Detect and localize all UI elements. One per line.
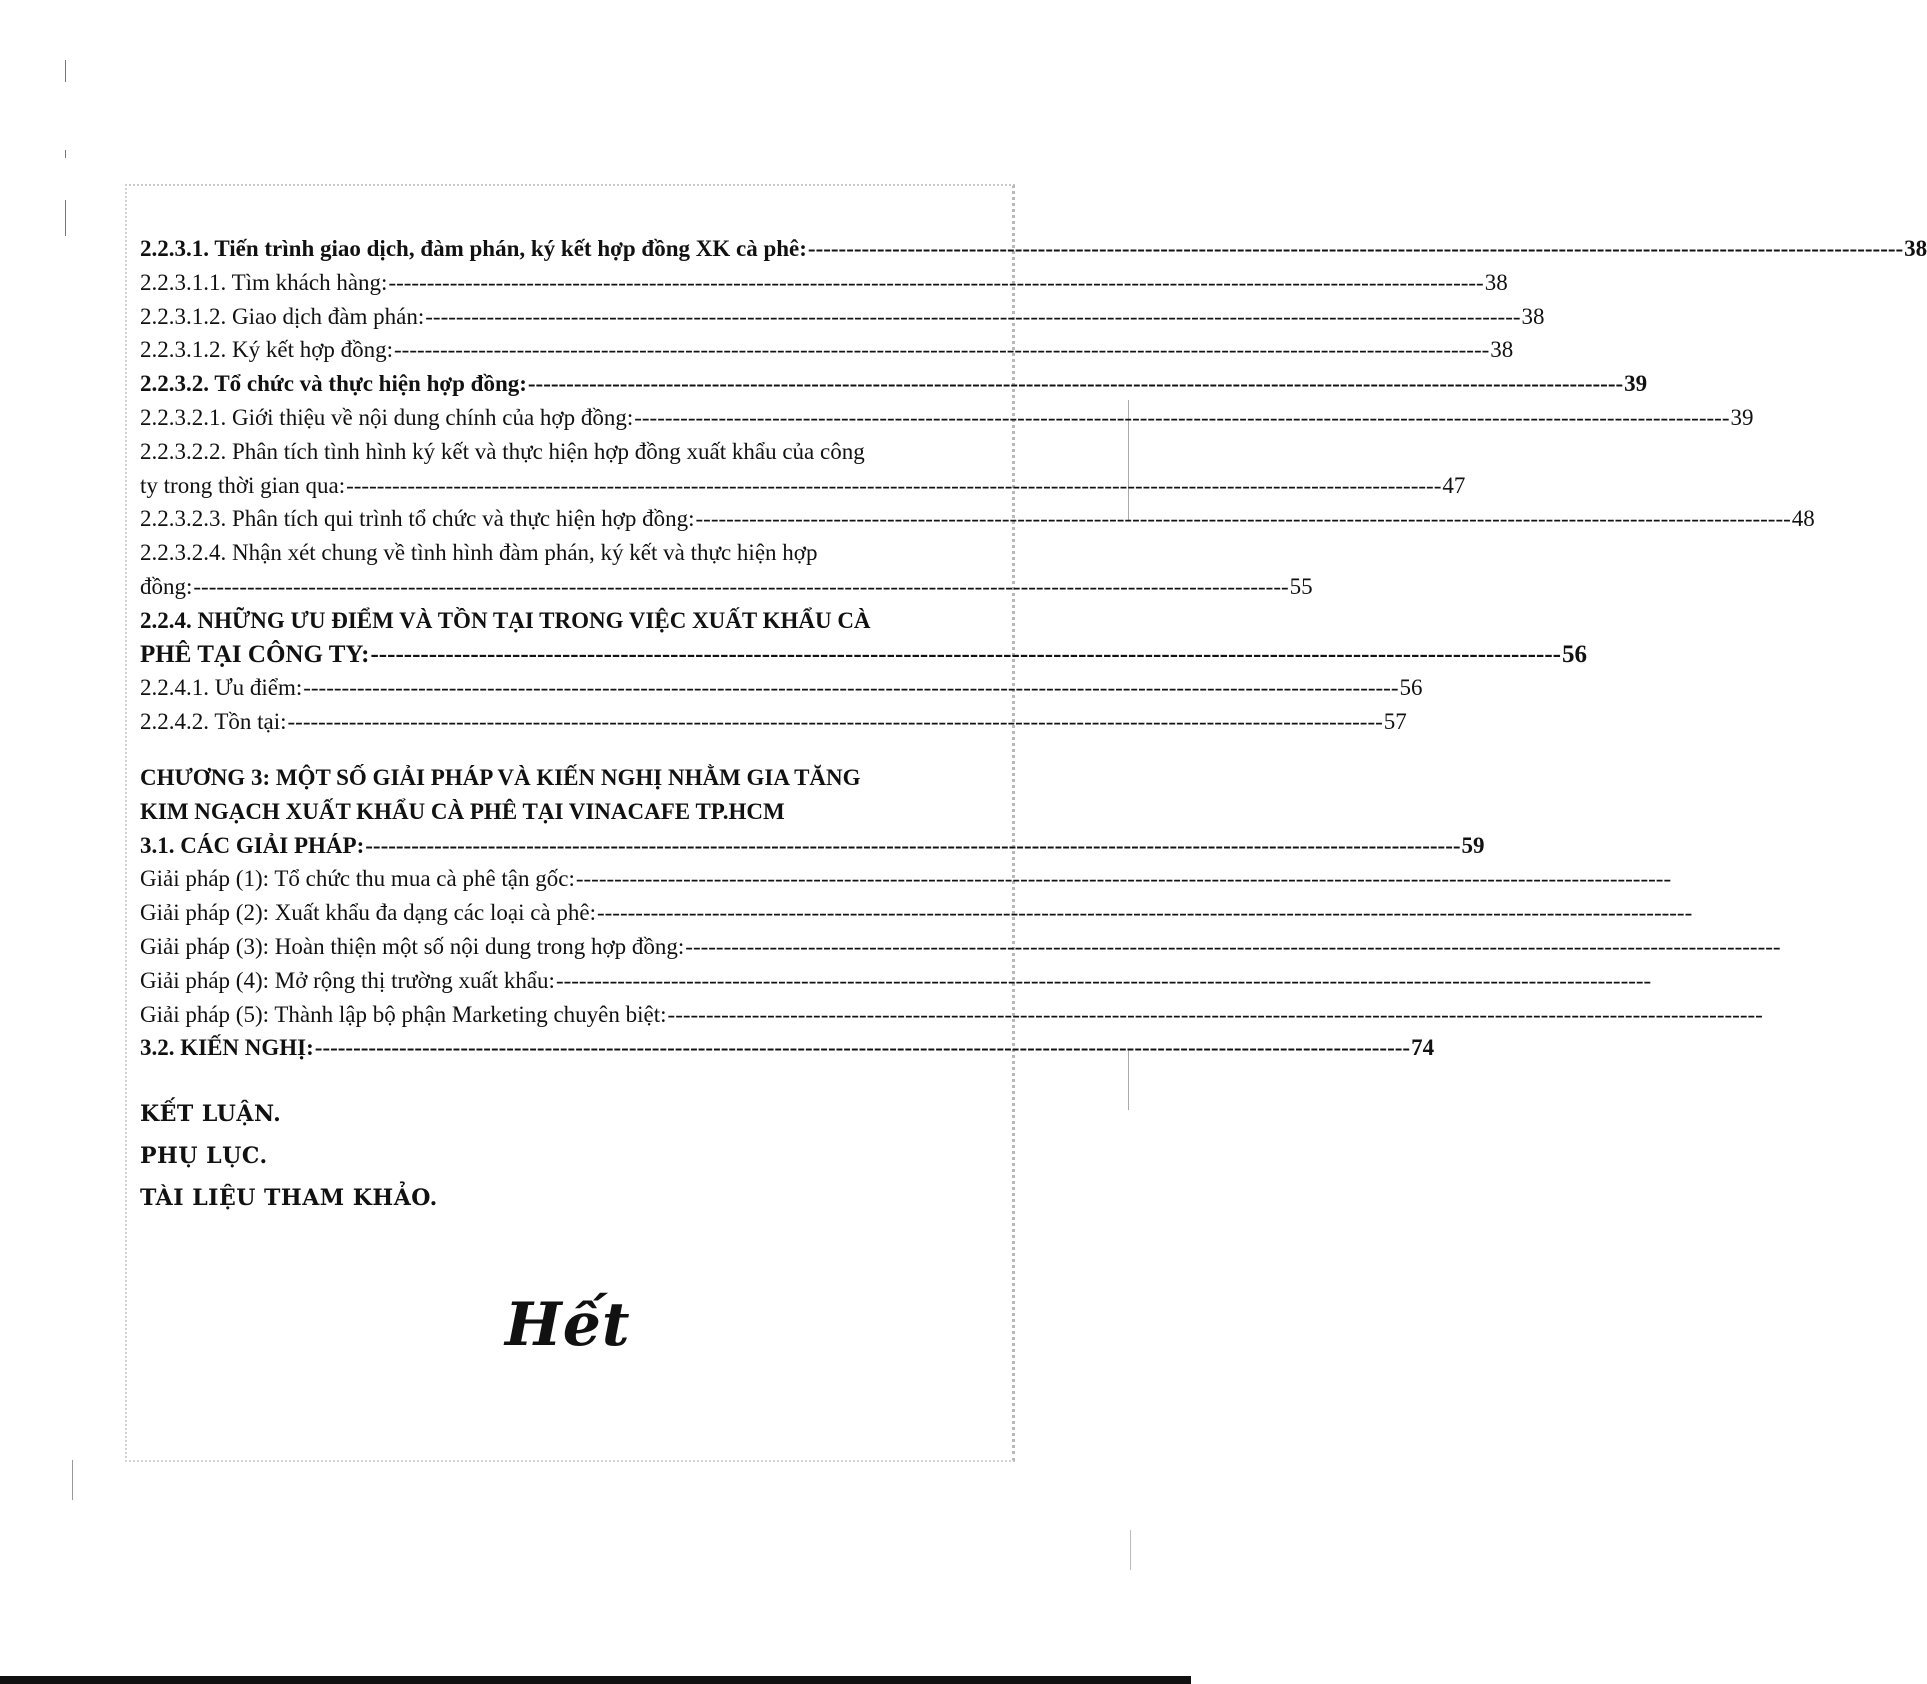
toc-entry: [140, 896, 1693, 930]
toc-entry-text-line1: 2.2.3.2.4. Nhận xét chung về tình hình đàm phán, ký kết và thực hiện hợp: [140, 540, 818, 566]
toc-leader: -----------------------------------------------------------------------------------------------------------------------------------------------: [695, 506, 1791, 532]
toc-leader: -----------------------------------------------------------------------------------------------------------------------------------------------: [287, 709, 1383, 735]
toc-leader: -----------------------------------------------------------------------------------------------------------------------------------------------: [596, 900, 1693, 926]
scan-artifact: [65, 200, 66, 236]
toc-entry: [140, 502, 1815, 536]
toc-entry: [140, 671, 1423, 705]
toc-page-number: 59: [1461, 832, 1485, 858]
toc-entry-text: 3.1. CÁC GIẢI PHÁP:: [140, 832, 365, 858]
toc-leader: -----------------------------------------------------------------------------------------------------------------------------------------------: [303, 675, 1399, 701]
toc-entry-text: 2.2.3.1.2. Giao dịch đàm phán:: [140, 303, 425, 329]
toc-leader: -----------------------------------------------------------------------------------------------------------------------------------------------: [555, 967, 1652, 993]
toc-entry: [140, 964, 1652, 998]
toc-leader: -----------------------------------------------------------------------------------------------------------------------------------------------: [575, 866, 1672, 892]
toc-leader: -----------------------------------------------------------------------------------------------------------------------------------------------: [425, 303, 1521, 329]
toc-entry-text: 2.2.3.2.3. Phân tích qui trình tổ chức và thực hiện hợp đồng:: [140, 506, 695, 532]
toc-entry-text-line2: đồng:: [140, 573, 193, 599]
toc-page-number: 74: [1411, 1035, 1435, 1061]
toc-entry: [140, 266, 1508, 300]
toc-leader: -----------------------------------------------------------------------------------------------------------------------------------------------: [314, 1035, 1411, 1061]
section-heading-line2: PHÊ TẠI CÔNG TY:: [140, 640, 370, 668]
toc-leader: -----------------------------------------------------------------------------------------------------------------------------------------------: [193, 573, 1289, 599]
toc-entry: [140, 401, 1754, 435]
toc-page-number: 47: [1442, 472, 1466, 498]
toc-leader: -----------------------------------------------------------------------------------------------------------------------------------------------: [685, 933, 1781, 959]
toc-leader: -----------------------------------------------------------------------------------------------------------------------------------------------: [346, 472, 1442, 498]
solution-text: Giải pháp (2): Xuất khẩu đa dạng các loại cà phê:: [140, 900, 596, 926]
toc-page-number: 38: [1521, 303, 1545, 329]
toc-page-number: 38: [1484, 269, 1508, 295]
section-heading-line1: 2.2.4. NHỮNG ƯU ĐIỂM VÀ TỒN TẠI TRONG VIỆC XUẤT KHẨU CÀ: [140, 607, 871, 633]
toc-leader: -----------------------------------------------------------------------------------------------------------------------------------------------: [527, 371, 1624, 397]
toc-leader: -----------------------------------------------------------------------------------------------------------------------------------------------: [370, 640, 1561, 668]
toc-entry: [140, 829, 1485, 863]
toc-page-number: 55: [1289, 573, 1313, 599]
toc-entry: [140, 862, 1672, 896]
toc-leader: -----------------------------------------------------------------------------------------------------------------------------------------------: [807, 236, 1904, 261]
toc-leader: -----------------------------------------------------------------------------------------------------------------------------------------------: [365, 832, 1461, 858]
end-word: Hết: [505, 1290, 631, 1360]
toc-entry-text: 2.2.4.2. Tồn tại:: [140, 709, 287, 735]
toc-entry: [140, 705, 1407, 739]
toc-entry: [140, 998, 1763, 1032]
toc-entry-text: 2.2.3.2.1. Giới thiệu về nội dung chính của hợp đồng:: [140, 404, 634, 430]
toc-page-number: 56: [1561, 640, 1587, 668]
toc-page-number: 57: [1383, 709, 1407, 735]
toc-leader: -----------------------------------------------------------------------------------------------------------------------------------------------: [634, 404, 1730, 430]
spacer: [140, 739, 986, 761]
solution-text: Giải pháp (3): Hoàn thiện một số nội dung trong hợp đồng:: [140, 933, 685, 959]
scan-artifact: [1130, 1530, 1131, 1570]
conclusion-heading: KẾT LUẬN.: [140, 1101, 282, 1128]
toc-page-number: 38: [1490, 337, 1514, 363]
toc-leader: -----------------------------------------------------------------------------------------------------------------------------------------------: [388, 269, 1484, 295]
solution-text: Giải pháp (1): Tổ chức thu mua cà phê tận gốc:: [140, 866, 575, 892]
scan-artifact: [72, 1460, 73, 1500]
toc-entry: [140, 300, 1545, 334]
chapter-heading-line1: CHƯƠNG 3: MỘT SỐ GIẢI PHÁP VÀ KIẾN NGHỊ NHẰM GIA TĂNG: [140, 764, 861, 790]
references-heading: TÀI LIỆU THAM KHẢO.: [140, 1185, 438, 1212]
scan-bottom-edge: [0, 1676, 1191, 1684]
scan-artifact: [65, 60, 66, 82]
toc-entry: [140, 333, 1514, 367]
appendix-heading: PHỤ LỤC.: [140, 1143, 268, 1170]
toc-page-number: 56: [1399, 675, 1423, 701]
toc-entry-text: 2.2.3.2. Tổ chức và thực hiện hợp đồng:: [140, 371, 527, 397]
table-of-contents: [140, 232, 1927, 1219]
scan-artifact: [65, 150, 66, 158]
toc-entry: [140, 367, 1648, 401]
toc-page-number: 39: [1624, 371, 1648, 397]
toc-entry: [140, 1031, 1435, 1065]
toc-entry-text: 2.2.3.1. Tiến trình giao dịch, đàm phán, ký kết hợp đồng XK cà phê:: [140, 236, 807, 261]
toc-page-number: 48: [1791, 506, 1815, 532]
toc-entry: [140, 232, 1927, 266]
toc-entry: [140, 570, 1313, 604]
toc-page-number: 39: [1730, 404, 1754, 430]
toc-entry-text: 3.2. KIẾN NGHỊ:: [140, 1035, 314, 1061]
spacer: [140, 1065, 986, 1093]
toc-entry-text-line1: 2.2.3.2.2. Phân tích tình hình ký kết và thực hiện hợp đồng xuất khẩu của công: [140, 438, 865, 464]
toc-entry: [140, 930, 1781, 964]
solution-text: Giải pháp (5): Thành lập bộ phận Marketing chuyên biệt:: [140, 1001, 667, 1027]
solution-text: Giải pháp (4): Mở rộng thị trường xuất khẩu:: [140, 967, 555, 993]
toc-page-number: 38: [1904, 236, 1927, 261]
toc-entry-text: 2.2.3.1.2. Ký kết hợp đồng:: [140, 337, 394, 363]
chapter-heading-line2: KIM NGẠCH XUẤT KHẨU CÀ PHÊ TẠI VINACAFE TP.HCM: [140, 798, 785, 824]
toc-entry: [140, 469, 1466, 503]
toc-entry: [140, 638, 1587, 672]
toc-entry-text: 2.2.4.1. Ưu điểm:: [140, 675, 303, 701]
toc-entry-text: 2.2.3.1.1. Tìm khách hàng:: [140, 269, 388, 295]
toc-entry-text-line2: ty trong thời gian qua:: [140, 472, 346, 498]
toc-leader: -----------------------------------------------------------------------------------------------------------------------------------------------: [394, 337, 1490, 363]
toc-leader: -----------------------------------------------------------------------------------------------------------------------------------------------: [667, 1001, 1763, 1027]
